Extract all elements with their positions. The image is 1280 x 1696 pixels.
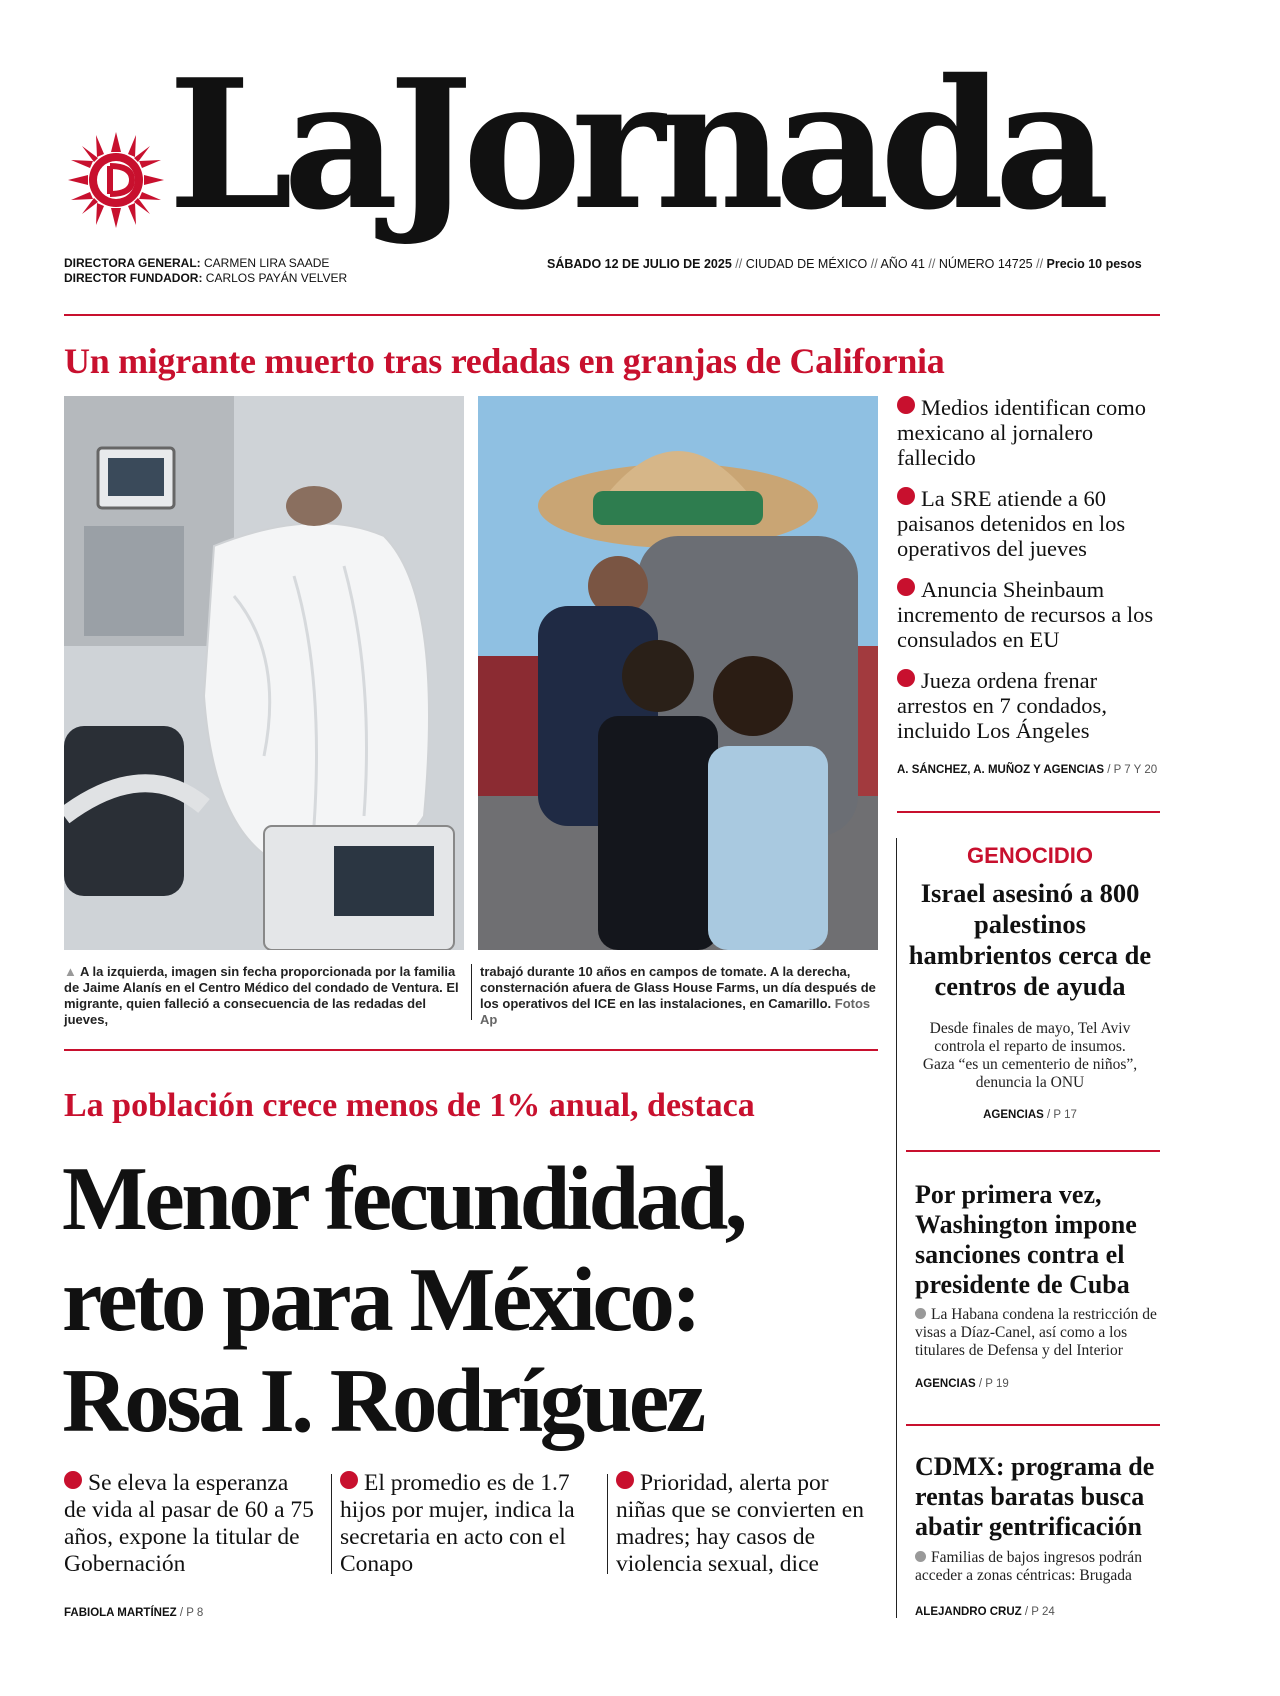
- lead-byline-page: / P 7 Y 20: [1107, 764, 1158, 776]
- issue-city: CIUDAD DE MÉXICO: [745, 257, 868, 271]
- hospital-scene-image: [64, 396, 464, 950]
- dateline-sep: //: [924, 257, 939, 271]
- lead-bullet-1: [897, 395, 1159, 470]
- fecundidad-bullet-1: [64, 1470, 314, 1578]
- fecundidad-kicker: La población crece menos de 1% anual, destaca: [64, 1087, 755, 1124]
- hospital-photo[interactable]: [64, 396, 464, 950]
- photo-credit: Fotos Ap: [480, 996, 871, 1027]
- fecundidad-bullet-text: Prioridad, alerta por niñas que se convierten en madres; hay casos de violencia sexual, dice: [616, 1470, 864, 1577]
- bullet-divider: [607, 1474, 608, 1574]
- lead-bullet-text: La SRE atiende a 60 paisanos detenidos en los operativos del jueves: [897, 486, 1126, 561]
- issue-date: SÁBADO 12 DE JULIO DE 2025: [547, 257, 732, 271]
- fecundidad-byline-page: / P 8: [179, 1607, 204, 1619]
- issue-price: Precio 10 pesos: [1046, 257, 1142, 271]
- cdmx-headline[interactable]: CDMX: programa de rentas baratas busca abatir gentrificación: [915, 1452, 1155, 1541]
- lead-bullet-text: Anuncia Sheinbaum incremento de recursos a los consulados en EU: [897, 577, 1154, 652]
- cdmx-divider: [906, 1424, 1160, 1426]
- genocidio-byline: [905, 1109, 1155, 1121]
- dateline: [547, 257, 1142, 271]
- cuba-summary: [915, 1306, 1160, 1360]
- fecundidad-divider: [64, 1049, 878, 1051]
- lead-bullet-text: Jueza ordena frenar arrestos en 7 condados, incluido Los Ángeles: [897, 668, 1107, 743]
- photo-caption-right: [480, 964, 880, 1028]
- director-fundador-label: DIRECTOR FUNDADOR:: [64, 271, 203, 285]
- director-general-name: CARMEN LIRA SAADE: [204, 256, 330, 270]
- lead-byline: [897, 764, 1157, 776]
- genocidio-kicker: GENOCIDIO: [967, 843, 1093, 868]
- lead-bullet-3: [897, 577, 1159, 652]
- bullet-divider: [331, 1474, 332, 1574]
- director-general-line: [64, 256, 329, 271]
- fecundidad-byline: [64, 1607, 203, 1619]
- dateline-sep: //: [1032, 257, 1047, 271]
- lead-bullet-4: [897, 668, 1159, 743]
- cuba-divider: [906, 1150, 1160, 1152]
- genocidio-byline-name: AGENCIAS: [983, 1109, 1044, 1121]
- bullet-dot-icon: [340, 1471, 358, 1489]
- cuba-headline[interactable]: Por primera vez, Washington impone sanciones contra el presidente de Cuba: [915, 1180, 1137, 1299]
- fecundidad-bullet-3: [616, 1470, 878, 1578]
- masthead-title: LaJornada: [168, 40, 1100, 249]
- caption-left-text: A la izquierda, imagen sin fecha proporcionada por la familia de Jaime Alanís en el Centro Médico del condado de Ventura. El migrante, quien falleció a consecuencia de las redadas del jueves,: [64, 964, 459, 1027]
- bullet-dot-icon: [897, 487, 915, 505]
- masthead-divider: [64, 314, 1160, 316]
- family-photo[interactable]: [478, 396, 878, 950]
- caption-divider: [471, 964, 472, 1020]
- fecundidad-bullet-text: El promedio es de 1.7 hijos por mujer, indica la secretaria en acto con el Conapo: [340, 1470, 575, 1577]
- bullet-dot-icon: [915, 1551, 926, 1562]
- fecundidad-byline-name: FABIOLA MARTÍNEZ: [64, 1607, 177, 1619]
- lead-bullet-text: Medios identifican como mexicano al jornalero fallecido: [897, 395, 1146, 470]
- lead-headline[interactable]: Un migrante muerto tras redadas en granjas de California: [64, 341, 945, 381]
- sun-spiral-icon: [66, 130, 166, 230]
- bullet-dot-icon: [897, 669, 915, 687]
- issue-year: AÑO 41: [880, 257, 925, 271]
- cuba-byline: [915, 1378, 1009, 1390]
- photo-caption-left: [64, 964, 464, 1028]
- cuba-byline-name: AGENCIAS: [915, 1378, 976, 1390]
- issue-number: NÚMERO 14725: [938, 257, 1033, 271]
- director-general-label: DIRECTORA GENERAL:: [64, 256, 201, 270]
- genocidio-summary: Desde finales de mayo, Tel Aviv controla el reparto de insumos. Gaza “es un cementerio de niños”, denuncia la ONU: [922, 1020, 1138, 1091]
- bullet-dot-icon: [915, 1308, 926, 1319]
- cuba-summary-text: La Habana condena la restricción de visas a Díaz-Canel, así como a los titulares de Defensa y del Interior: [915, 1306, 1157, 1359]
- director-fundador-line: [64, 271, 347, 286]
- bullet-dot-icon: [64, 1471, 82, 1489]
- cdmx-byline-name: ALEJANDRO CRUZ: [915, 1606, 1022, 1618]
- fecundidad-bullet-text: Se eleva la esperanza de vida al pasar de 60 a 75 años, expone la titular de Gobernación: [64, 1470, 314, 1577]
- cdmx-byline-page: / P 24: [1024, 1606, 1055, 1618]
- lead-byline-names: A. SÁNCHEZ, A. MUÑOZ Y AGENCIAS: [897, 764, 1105, 776]
- cdmx-summary-text: Familias de bajos ingresos podrán acceder a zonas céntricas: Brugada: [915, 1549, 1142, 1584]
- cdmx-byline: [915, 1606, 1055, 1618]
- cuba-byline-page: / P 19: [978, 1378, 1009, 1390]
- bullet-dot-icon: [897, 578, 915, 596]
- director-fundador-name: CARLOS PAYÁN VELVER: [205, 271, 348, 285]
- dateline-sep: //: [731, 257, 746, 271]
- genocidio-divider: [897, 811, 1160, 813]
- fecundidad-headline[interactable]: Menor fecundidad, reto para México: Rosa I. Rodríguez: [62, 1148, 745, 1451]
- cdmx-summary: [915, 1549, 1160, 1585]
- dateline-sep: //: [867, 257, 881, 271]
- family-hug-image: [478, 396, 878, 950]
- caption-right-text: trabajó durante 10 años en campos de tomate. A la derecha, consternación afuera de Glass House Farms, un día después de los operativos del ICE en las instalaciones, en Camarillo.: [480, 964, 876, 1011]
- triangle-icon: ▲: [64, 964, 77, 979]
- genocidio-headline[interactable]: Israel asesinó a 800 palestinos hambrientos cerca de centros de ayuda: [908, 878, 1152, 1001]
- genocidio-byline-page: / P 17: [1047, 1109, 1077, 1121]
- right-column-divider: [896, 838, 897, 1618]
- lead-bullet-2: [897, 486, 1159, 561]
- fecundidad-bullet-2: [340, 1470, 580, 1578]
- bullet-dot-icon: [897, 396, 915, 414]
- bullet-dot-icon: [616, 1471, 634, 1489]
